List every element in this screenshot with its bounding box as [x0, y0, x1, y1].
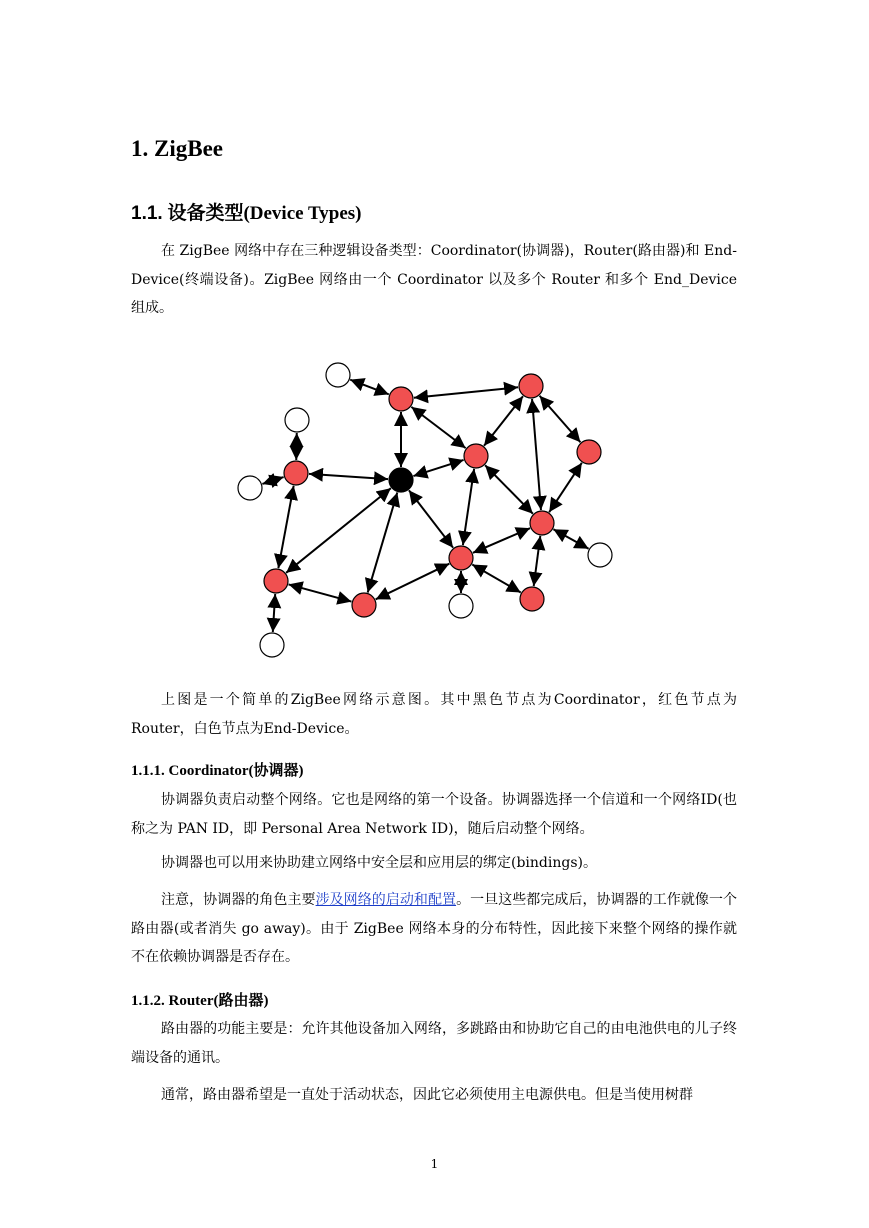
router-paragraph-2: 通常，路由器希望是一直处于活动状态，因此它必须使用主电源供电。但是当使用树群 [161, 1087, 693, 1103]
link-r6-r7 [473, 528, 530, 553]
router-node [464, 444, 488, 468]
coordinator-p3-start: 注意，协调器的角色主要 [161, 892, 316, 908]
heading-2-text: 设备类型(Device Types) [162, 203, 362, 224]
link-r3-r8 [278, 486, 293, 568]
link-r8-r9 [289, 584, 352, 601]
heading-2-number: 1.1. [131, 203, 163, 224]
end-device-node [449, 594, 473, 618]
link-r2-r5 [540, 396, 581, 442]
link-C-r7 [409, 490, 453, 547]
link-C-r8 [286, 488, 391, 573]
link-r2-r4 [484, 396, 523, 446]
coordinator-paragraph-3 [131, 886, 737, 972]
caption-paragraph: 上图是一个简单的ZigBee网络示意图。其中黑色节点为Coordinator，红色节点为Router，白色节点为End-Device。 [131, 692, 737, 737]
link-C-r4 [413, 460, 463, 476]
coordinator-paragraph-2: 协调器也可以用来协助建立网络中安全层和应用层的绑定(bindings)。 [161, 855, 597, 871]
link-e2-r3 [296, 433, 297, 460]
link-r3-C [309, 474, 388, 479]
link-r4-r7 [463, 469, 474, 545]
router-node [284, 461, 308, 485]
link-r4-r6 [485, 465, 533, 513]
router-node [519, 374, 543, 398]
end-device-node [260, 633, 284, 657]
link-r7-r9 [376, 564, 450, 600]
router-node [520, 587, 544, 611]
link-r6-r10 [534, 536, 541, 586]
link-r6-e4 [553, 529, 588, 548]
link-C-r9 [368, 492, 398, 592]
coordinator-p3-end: 。一旦这些都完成后，协调器的工作就像一个路由器(或者消失 go away)。由于 ZigBee 网络本身的分布特性，因此接下来整个网络的操作就不在依赖协调器是否存在。 [131, 892, 738, 965]
heading-1: 1. ZigBee [131, 136, 223, 161]
link-r3-e3 [262, 477, 283, 484]
intro-paragraph: 在 ZigBee 网络中存在三种逻辑设备类型：Coordinator(协调器)，Router(路由器)和 End-Device(终端设备)。ZigBee 网络由一个 Coordinator 以及多个 Router 和多个 End_Device 组成。 [131, 243, 737, 316]
link-r7-r10 [472, 565, 520, 593]
router-node [264, 569, 288, 593]
router-node [577, 440, 601, 464]
coordinator-paragraph-1: 协调器负责启动整个网络。它也是网络的第一个设备。协调器选择一个信道和一个网络ID(也称之为 PAN ID，即 Personal Area Network ID)，随后启动整个网络。 [131, 792, 737, 837]
page-number: 1 [430, 1157, 439, 1171]
link-r2-r6 [532, 399, 541, 510]
end-device-node [285, 408, 309, 432]
link-r1-r4 [411, 407, 465, 448]
router-node [449, 546, 473, 570]
router-node [389, 387, 413, 411]
link-r1-r2 [414, 387, 518, 397]
end-device-node [238, 476, 262, 500]
end-device-node [326, 363, 350, 387]
coordinator-node [389, 468, 413, 492]
heading-coordinator: 1.1.1. Coordinator(协调器) [131, 763, 304, 779]
link-r8-e6 [273, 594, 275, 632]
router-paragraph-1: 路由器的功能主要是：允许其他设备加入网络，多跳路由和协助它自己的由电池供电的儿子终端设备的通讯。 [131, 1021, 737, 1066]
router-node [530, 511, 554, 535]
link-r5-r6 [549, 463, 582, 512]
link-e1-r1 [350, 380, 389, 395]
end-device-node [588, 543, 612, 567]
heading-router: 1.1.2. Router(路由器) [131, 993, 269, 1009]
coordinator-p3-link[interactable]: 涉及网络的启动和配置 [315, 892, 457, 908]
router-node [352, 593, 376, 617]
